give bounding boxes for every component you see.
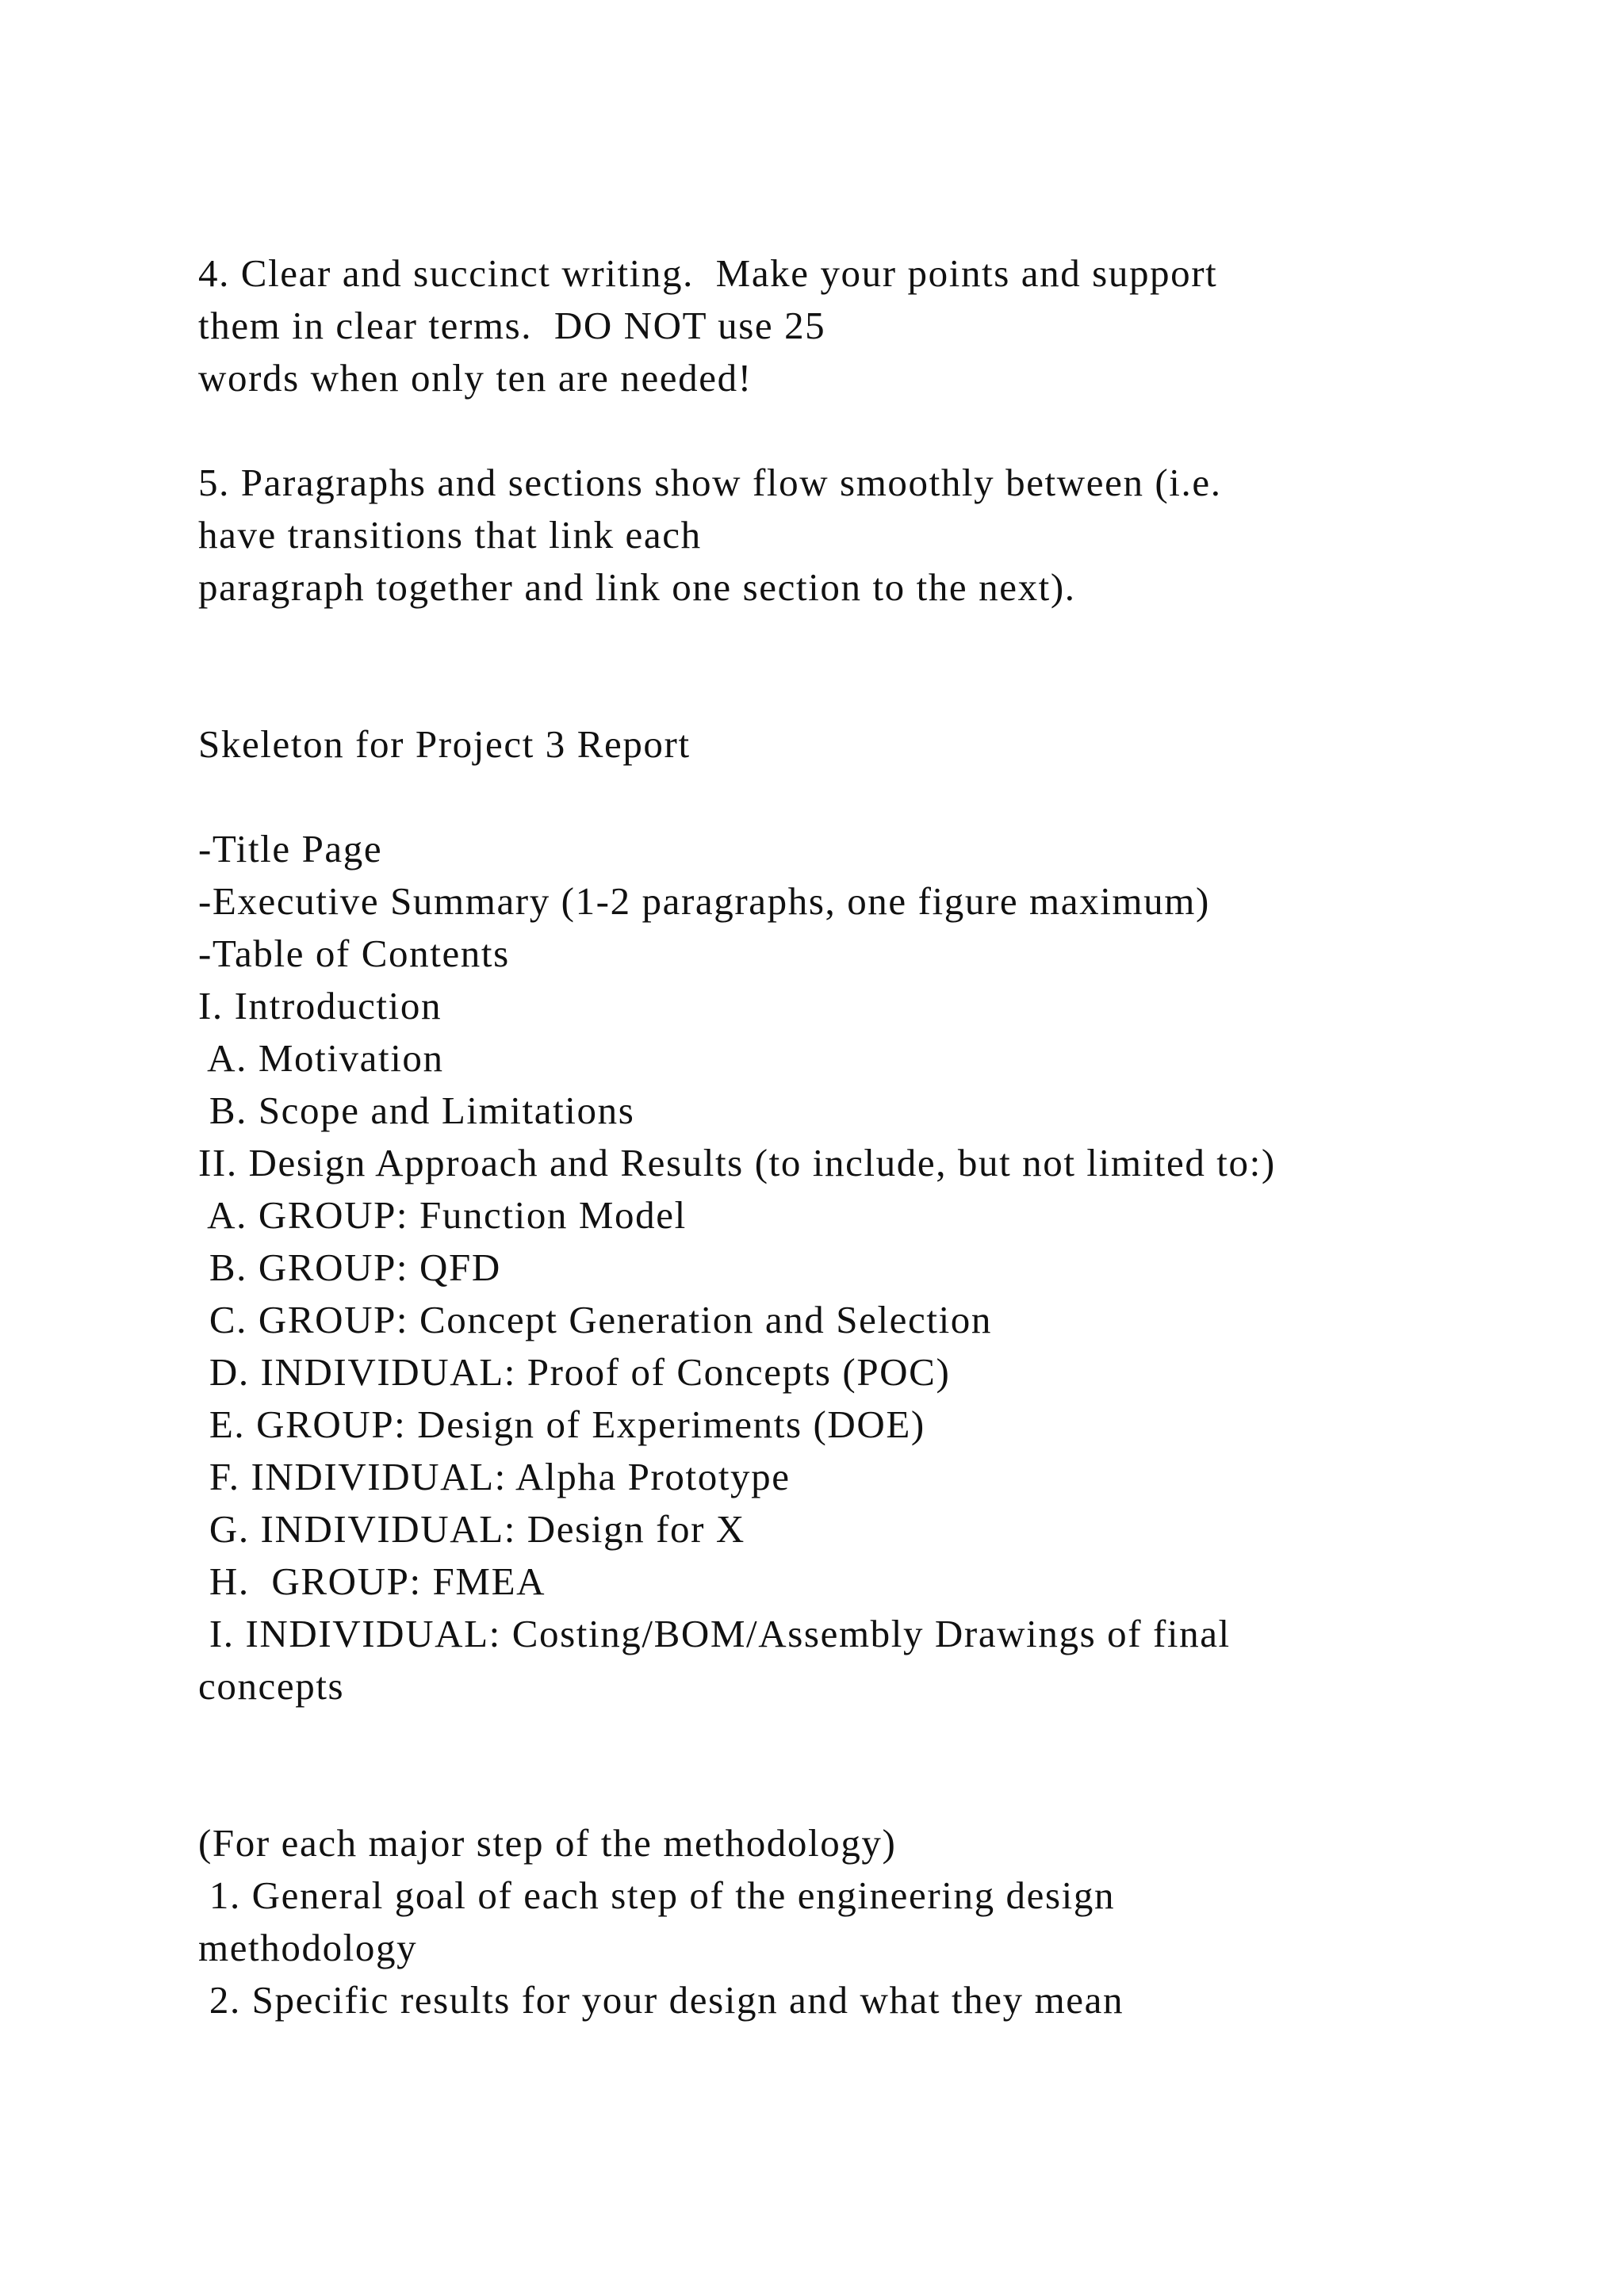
outline-subitem: H. GROUP: FMEA <box>198 1559 546 1603</box>
text-line: have transitions that link each <box>198 513 702 557</box>
blank-line <box>198 614 1594 666</box>
text-line: paragraph together and link one section to the next). <box>198 565 1076 609</box>
text-line: 4. Clear and succinct writing. Make your points and support <box>198 251 1218 295</box>
text-line: 5. Paragraphs and sections show flow smoothly between (i.e. <box>198 461 1222 504</box>
section-heading: Skeleton for Project 3 Report <box>198 722 691 766</box>
outline-subitem: F. INDIVIDUAL: Alpha Prototype <box>198 1455 791 1498</box>
blank-line <box>198 771 1594 823</box>
outline-subitem: B. GROUP: QFD <box>198 1246 501 1289</box>
blank-line <box>198 404 1594 457</box>
numbered-item: 1. General goal of each step of the engineering design <box>198 1873 1116 1917</box>
text-line: words when only ten are needed! <box>198 356 753 400</box>
outline-subitem: E. GROUP: Design of Experiments (DOE) <box>198 1402 925 1446</box>
blank-line <box>198 1712 1594 1765</box>
outline-subitem: D. INDIVIDUAL: Proof of Concepts (POC) <box>198 1350 951 1394</box>
blank-line <box>198 666 1594 718</box>
text-line: (For each major step of the methodology) <box>198 1821 897 1865</box>
text-line: concepts <box>198 1664 345 1708</box>
outline-item: I. Introduction <box>198 984 442 1027</box>
outline-subitem: I. INDIVIDUAL: Costing/BOM/Assembly Drawings of final <box>198 1612 1231 1655</box>
outline-item: II. Design Approach and Results (to include, but not limited to:) <box>198 1141 1276 1184</box>
document-body <box>198 247 1594 2026</box>
outline-item: -Title Page <box>198 827 383 871</box>
outline-subitem: A. GROUP: Function Model <box>198 1193 687 1237</box>
outline-subitem: G. INDIVIDUAL: Design for X <box>198 1507 745 1551</box>
outline-item: -Executive Summary (1-2 paragraphs, one figure maximum) <box>198 879 1210 923</box>
text-line: methodology <box>198 1926 418 1969</box>
outline-subitem: A. Motivation <box>198 1036 444 1080</box>
text-line: them in clear terms. DO NOT use 25 <box>198 304 826 347</box>
outline-item: -Table of Contents <box>198 932 510 975</box>
outline-subitem: C. GROUP: Concept Generation and Selection <box>198 1298 992 1341</box>
blank-line <box>198 1765 1594 1817</box>
outline-subitem: B. Scope and Limitations <box>198 1089 635 1132</box>
numbered-item: 2. Specific results for your design and what they mean <box>198 1978 1124 2022</box>
